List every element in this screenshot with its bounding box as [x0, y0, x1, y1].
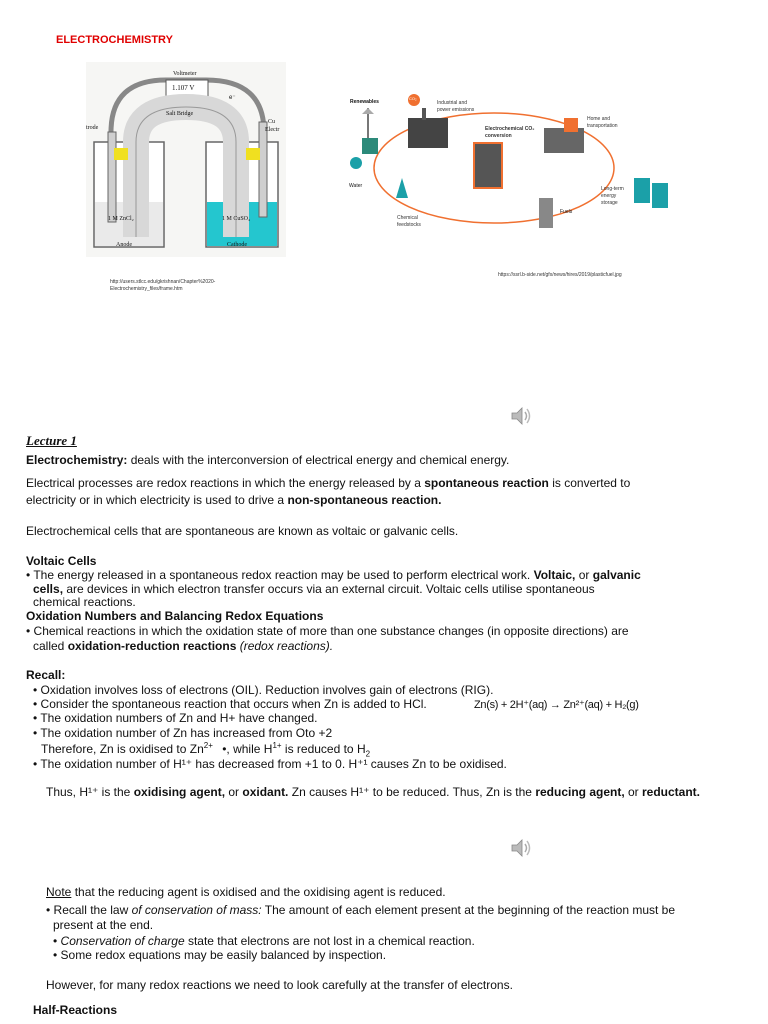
- cathode-label: Cathode: [227, 242, 247, 248]
- text: is converted to: [548, 476, 631, 490]
- text: or: [624, 785, 642, 799]
- text: are devices in which electron transfer occurs via an external circuit. Voltaic cells utilise spontaneous: [63, 582, 595, 596]
- text: that the reducing agent is oxidised and the oxidising agent is reduced.: [71, 885, 446, 899]
- recall-heading: Recall:: [26, 668, 66, 682]
- right-electrode-label-2: Electr: [265, 127, 280, 133]
- text: or: [575, 568, 593, 582]
- text: •: [53, 934, 61, 948]
- text: called: [33, 639, 68, 653]
- bold-term: oxidation-reduction reactions: [67, 639, 237, 653]
- speaker-icon[interactable]: [510, 405, 532, 430]
- voltaic-heading: Voltaic Cells: [26, 554, 97, 568]
- left-solution-label: 1 M ZnCl₂: [108, 216, 134, 222]
- water-label: Water: [349, 183, 363, 189]
- bold-term: galvanic: [592, 568, 641, 582]
- fuels-label: Fuels: [560, 209, 573, 215]
- figure1-caption: http://users.stlcc.edu/gkrishnan/Chapter%2020-Electrochemistry_files/frame.htm: [110, 279, 216, 292]
- definition: [26, 453, 509, 467]
- left-electrode-label: trode: [86, 125, 99, 131]
- right-electrode-label: Cu: [268, 119, 276, 125]
- bold-term: cells,: [33, 582, 64, 596]
- definition-term: Electrochemistry:: [26, 453, 128, 467]
- conversion-label: Electrochemical CO₂ conversion: [485, 126, 535, 139]
- paragraph-2: Electrochemical cells that are spontaneous are known as voltaic or galvanic cells.: [26, 524, 459, 538]
- chemical-label: Chemical feedstocks: [397, 215, 421, 228]
- italic-text: Conservation of charge: [60, 934, 185, 948]
- figure2-caption: https://ssrl.b-side.net/gfx/news/hires/2019/plasticfuel.jpg: [498, 272, 622, 278]
- however-paragraph: However, for many redox reactions we need to look carefully at the transfer of electrons.: [46, 978, 513, 992]
- co2-conversion-figure: [344, 88, 678, 238]
- text: or: [225, 785, 243, 799]
- voltaic-line-1: [26, 568, 641, 582]
- text: state that electrons are not lost in a chemical reaction.: [184, 934, 475, 948]
- note-bullet-1: [46, 903, 675, 917]
- oxidation-line-2: [33, 639, 333, 653]
- voltmeter-label: Voltmeter: [173, 71, 197, 77]
- bold-term: oxidant.: [242, 785, 289, 799]
- lecture-heading: Lecture 1: [26, 433, 77, 448]
- recall-line-6: • The oxidation number of H¹⁺ has decreased from +1 to 0. H⁺¹ causes Zn to be oxidised.: [33, 757, 507, 771]
- thus-paragraph: [46, 785, 700, 799]
- superscript: 2+: [203, 741, 213, 750]
- paragraph-1-line-1: [26, 476, 630, 490]
- text: electricity or in which electricity is used to drive a: [26, 493, 288, 507]
- recall-line-2: • Consider the spontaneous reaction that occurs when Zn is added to HCl.: [33, 697, 427, 711]
- voltaic-line-2: [33, 582, 595, 596]
- oxidation-line-1: • Chemical reactions in which the oxidation state of more than one substance changes (in opposite directions) are: [26, 624, 629, 638]
- text: • The energy released in a spontaneous redox reaction may be used to perform electrical work.: [26, 568, 534, 582]
- electron-label: e⁻: [229, 95, 236, 101]
- reaction-equation: Zn(s) + 2H⁺(aq) → Zn²⁺(aq) + H₂(g): [474, 699, 639, 711]
- recall-line-1: • Oxidation involves loss of electrons (OIL). Reduction involves gain of electrons (RIG).: [33, 683, 494, 697]
- bold-term: spontaneous reaction: [424, 476, 549, 490]
- paragraph-1-line-2: [26, 493, 441, 507]
- co2-badge: CO₂: [409, 96, 417, 101]
- half-reactions-heading: Half-Reactions: [33, 1003, 118, 1017]
- note-bullet-2: [53, 934, 475, 948]
- speaker-icon[interactable]: [510, 837, 532, 862]
- text: Therefore, Zn is oxidised to Zn: [41, 742, 204, 756]
- italic-text: of conservation of mass:: [131, 903, 262, 917]
- note-label: Note: [46, 885, 72, 899]
- page-title: ELECTROCHEMISTRY: [56, 34, 173, 46]
- note-bullet-1-cont: present at the end.: [53, 918, 154, 932]
- definition-text: deals with the interconversion of electrical energy and chemical energy.: [127, 453, 510, 467]
- home-transport-label: Home and transportation: [587, 116, 618, 129]
- anode-label: Anode: [116, 242, 132, 248]
- voltage-readout: 1.107 V: [172, 84, 195, 92]
- note-line: [46, 885, 446, 899]
- industrial-label: Industrial and power emissions: [437, 100, 475, 113]
- text: Electrical processes are redox reactions in which the energy released by a: [26, 476, 425, 490]
- right-solution-label: 1 M CuSO₄: [222, 216, 251, 222]
- text: •, while H: [222, 742, 273, 756]
- note-bullet-3: • Some redox equations may be easily balanced by inspection.: [53, 948, 387, 962]
- recall-line-5: [41, 741, 370, 758]
- voltaic-line-3: chemical reactions.: [33, 595, 136, 609]
- italic-text: (redox reactions).: [236, 639, 334, 653]
- text: Thus, H¹⁺ is the: [46, 785, 134, 799]
- oxidation-heading: Oxidation Numbers and Balancing Redox Equations: [26, 609, 324, 623]
- subscript: 2: [365, 749, 371, 759]
- renewables-label: Renewables: [350, 99, 379, 105]
- bold-term: Voltaic,: [533, 568, 576, 582]
- text: Zn causes H¹⁺ to be reduced. Thus, Zn is the: [288, 785, 536, 799]
- bold-term: reducing agent,: [535, 785, 625, 799]
- text: • Recall the law: [46, 903, 132, 917]
- text: is reduced to H: [281, 742, 366, 756]
- bold-term: reductant.: [642, 785, 701, 799]
- storage-label: Long-term energy storage: [601, 186, 624, 206]
- bold-term: oxidising agent,: [133, 785, 226, 799]
- salt-bridge-label: Salt Bridge: [166, 111, 194, 117]
- recall-line-3: • The oxidation numbers of Zn and H+ have changed.: [33, 711, 318, 725]
- text: The amount of each element present at the beginning of the reaction must be: [261, 903, 676, 917]
- bold-term: non-spontaneous reaction.: [287, 493, 442, 507]
- recall-line-4: • The oxidation number of Zn has increased from Oto +2: [33, 726, 333, 740]
- superscript: 1+: [272, 741, 282, 750]
